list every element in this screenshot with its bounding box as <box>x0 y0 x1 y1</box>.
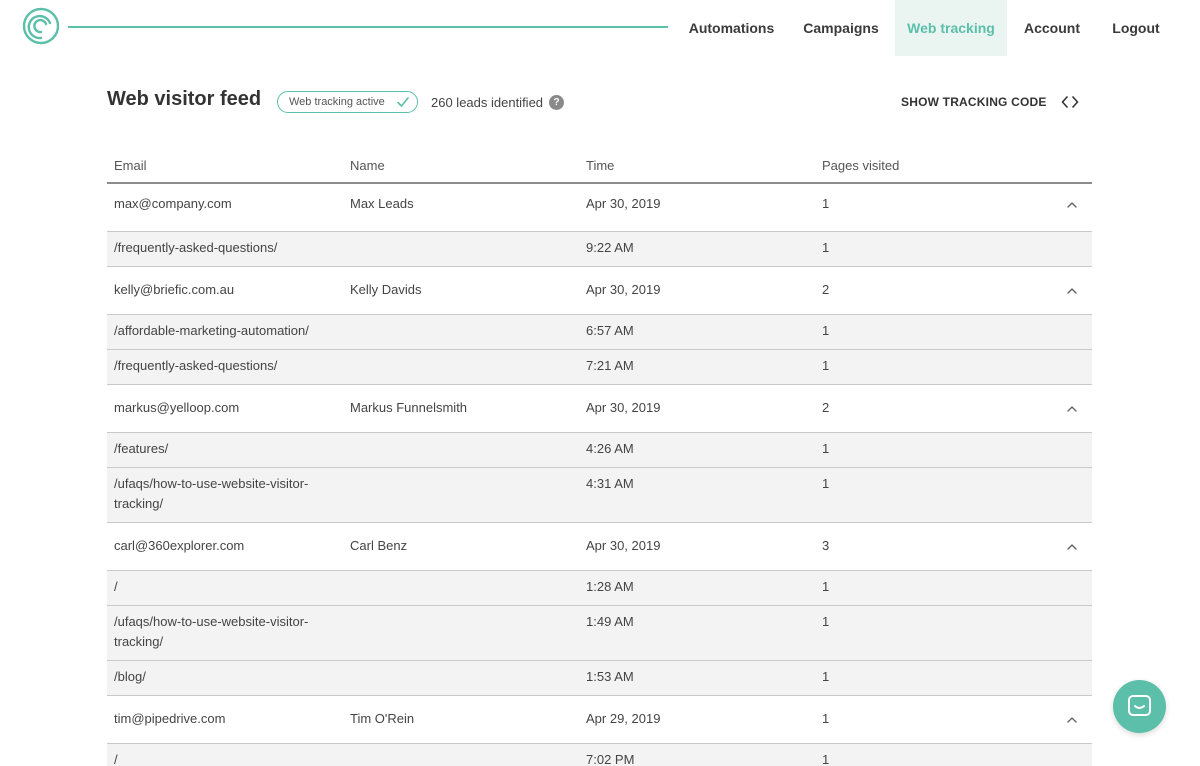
visit-url: / <box>114 752 118 766</box>
page-visit-row <box>107 315 1092 350</box>
visit-time: 4:26 AM <box>586 441 634 456</box>
chat-launcher-button[interactable] <box>1113 680 1166 733</box>
visit-count: 1 <box>822 476 830 491</box>
visit-time: 1:53 AM <box>586 669 634 684</box>
lead-date: Apr 30, 2019 <box>586 400 661 415</box>
lead-email: markus@yelloop.com <box>114 400 240 415</box>
show-tracking-code-label: SHOW TRACKING CODE <box>901 95 1047 109</box>
visit-count: 1 <box>822 669 830 684</box>
page-visit-row <box>107 661 1092 696</box>
nav-web-tracking[interactable]: Web tracking <box>895 0 1007 56</box>
visit-url: / <box>114 579 118 594</box>
page-visit-row <box>107 350 1092 385</box>
chevron-up-icon[interactable] <box>1066 285 1078 297</box>
visit-time: 9:22 AM <box>586 240 634 255</box>
lead-date: Apr 29, 2019 <box>586 711 661 726</box>
main-nav <box>676 0 1175 56</box>
lead-name: Markus Funnelsmith <box>350 400 468 415</box>
top-nav <box>0 0 1200 56</box>
visit-count: 1 <box>822 323 830 338</box>
nav-campaigns[interactable]: Campaigns <box>803 20 879 36</box>
page-title: Web visitor feed <box>107 88 262 110</box>
page-visit-row <box>107 433 1092 468</box>
chat-icon <box>1127 694 1152 719</box>
lead-row[interactable] <box>107 696 1092 744</box>
chevron-up-icon[interactable] <box>1066 541 1078 553</box>
lead-row[interactable] <box>107 523 1092 571</box>
lead-name: Tim O'Rein <box>350 711 415 726</box>
visit-count: 1 <box>822 752 830 766</box>
page-visit-row <box>107 744 1092 766</box>
visit-time: 7:21 AM <box>586 358 634 373</box>
visit-time: 7:02 PM <box>586 752 635 766</box>
lead-date: Apr 30, 2019 <box>586 196 661 211</box>
nav-account[interactable]: Account <box>1024 20 1080 36</box>
visit-url: /frequently-asked-questions/ <box>114 240 278 255</box>
visit-time: 6:57 AM <box>586 323 634 338</box>
lead-row[interactable] <box>107 385 1092 433</box>
column-header-name: Name <box>350 158 385 173</box>
visit-time: 1:28 AM <box>586 579 634 594</box>
page-visit-row <box>107 571 1092 606</box>
visit-url: /frequently-asked-questions/ <box>114 358 278 373</box>
nav-divider-line <box>68 26 668 28</box>
visit-url: /features/ <box>114 441 169 456</box>
page-visit-row <box>107 468 1092 523</box>
check-icon <box>396 95 410 109</box>
visit-url: /ufaqs/how-to-use-website-visitor-tracking/ <box>114 476 309 511</box>
lead-date: Apr 30, 2019 <box>586 538 661 553</box>
code-icon <box>1061 96 1079 108</box>
page-visit-row <box>107 232 1092 267</box>
table-header <box>107 148 1092 184</box>
tracking-status-badge <box>277 91 418 113</box>
visit-count: 1 <box>822 579 830 594</box>
show-tracking-code-button[interactable] <box>901 95 1079 109</box>
lead-name: Max Leads <box>350 196 414 211</box>
lead-row[interactable] <box>107 267 1092 315</box>
visit-time: 4:31 AM <box>586 476 634 491</box>
chevron-up-icon[interactable] <box>1066 199 1078 211</box>
visit-count: 1 <box>822 358 830 373</box>
lead-pages-count: 2 <box>822 282 830 297</box>
app-logo-icon[interactable] <box>22 7 60 45</box>
visit-url: /ufaqs/how-to-use-website-visitor-tracking/ <box>114 614 309 649</box>
lead-email: tim@pipedrive.com <box>114 711 226 726</box>
lead-name: Kelly Davids <box>350 282 422 297</box>
column-header-pages: Pages visited <box>822 158 900 173</box>
chevron-up-icon[interactable] <box>1066 403 1078 415</box>
lead-pages-count: 2 <box>822 400 830 415</box>
lead-row[interactable] <box>107 184 1092 232</box>
visit-url: /affordable-marketing-automation/ <box>114 323 309 338</box>
visit-count: 1 <box>822 441 830 456</box>
nav-logout[interactable]: Logout <box>1112 20 1160 36</box>
lead-pages-count: 1 <box>822 196 830 211</box>
help-icon[interactable]: ? <box>549 95 564 110</box>
column-header-time: Time <box>586 158 615 173</box>
visit-count: 1 <box>822 240 830 255</box>
column-header-email: Email <box>114 158 147 173</box>
chevron-up-icon[interactable] <box>1066 714 1078 726</box>
page-visit-row <box>107 606 1092 661</box>
lead-name: Carl Benz <box>350 538 408 553</box>
lead-email: carl@360explorer.com <box>114 538 245 553</box>
visit-url: /blog/ <box>114 669 146 684</box>
lead-date: Apr 30, 2019 <box>586 282 661 297</box>
visit-time: 1:49 AM <box>586 614 634 629</box>
lead-email: max@company.com <box>114 196 232 211</box>
tracking-status-label: Web tracking active <box>289 96 385 108</box>
lead-email: kelly@briefic.com.au <box>114 282 235 297</box>
nav-automations[interactable]: Automations <box>688 20 775 36</box>
lead-pages-count: 1 <box>822 711 830 726</box>
visitor-feed-table <box>107 148 1092 766</box>
leads-count <box>431 95 564 110</box>
visit-count: 1 <box>822 614 830 629</box>
leads-count-label: 260 leads identified <box>431 95 544 110</box>
lead-pages-count: 3 <box>822 538 830 553</box>
